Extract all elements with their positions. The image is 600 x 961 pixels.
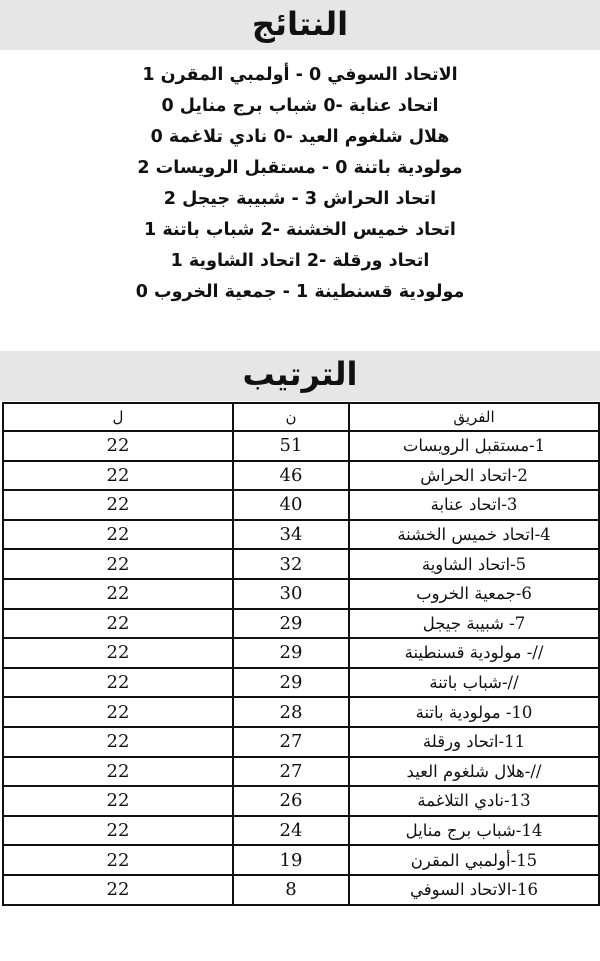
cell-played: 22 [3,431,233,461]
cell-points: 27 [233,727,349,757]
cell-played: 22 [3,549,233,579]
cell-team: 14-شباب برج منايل [349,816,599,846]
cell-points: 46 [233,461,349,491]
cell-played: 22 [3,638,233,668]
match-result: مولودية باتنة 0 - مستقبل الرويسات 2 [137,158,463,178]
table-row [3,786,599,816]
table-row [3,609,599,639]
cell-team: 1-مستقبل الرويسات [349,431,599,461]
cell-played: 22 [3,727,233,757]
cell-points: 34 [233,520,349,550]
match-result: اتحاد خميس الخشنة -2 شباب باتنة 1 [144,220,456,240]
table-row [3,757,599,787]
table-row [3,668,599,698]
cell-points: 28 [233,697,349,727]
cell-played: 22 [3,757,233,787]
cell-team: 13-نادي التلاغمة [349,786,599,816]
cell-team: 2-اتحاد الحراش [349,461,599,491]
cell-played: 22 [3,668,233,698]
table-row [3,461,599,491]
cell-points: 29 [233,609,349,639]
header-points: ن [233,403,349,431]
header-team: الفريق [349,403,599,431]
cell-points: 26 [233,786,349,816]
cell-points: 27 [233,757,349,787]
table-header-row [3,403,599,431]
table-row [3,431,599,461]
cell-played: 22 [3,579,233,609]
cell-team: 15-أولمبي المقرن [349,845,599,875]
match-result: اتحاد عنابة -0 شباب برج منايل 0 [161,96,439,116]
cell-points: 29 [233,638,349,668]
cell-played: 22 [3,875,233,905]
results-title: النتائج [0,0,600,50]
cell-team: 16-الاتحاد السوفي [349,875,599,905]
match-result: هلال شلغوم العيد -0 نادي تلاغمة 0 [150,127,450,147]
results-list [0,60,600,308]
table-row [3,727,599,757]
cell-played: 22 [3,697,233,727]
cell-points: 30 [233,579,349,609]
cell-team: //-شباب باتنة [349,668,599,698]
cell-points: 8 [233,875,349,905]
table-row [3,490,599,520]
cell-played: 22 [3,786,233,816]
cell-team: 10- مولودية باتنة [349,697,599,727]
cell-played: 22 [3,609,233,639]
cell-points: 19 [233,845,349,875]
cell-points: 51 [233,431,349,461]
table-row [3,549,599,579]
table-row [3,697,599,727]
table-row [3,875,599,905]
cell-points: 29 [233,668,349,698]
cell-points: 40 [233,490,349,520]
cell-team: 4-اتحاد خميس الخشنة [349,520,599,550]
cell-points: 24 [233,816,349,846]
cell-team: 6-جمعية الخروب [349,579,599,609]
cell-team: //- مولودية قسنطينة [349,638,599,668]
standings-table [2,402,600,906]
match-result: اتحاد ورقلة -2 اتحاد الشاوية 1 [170,251,430,271]
cell-played: 22 [3,520,233,550]
cell-played: 22 [3,845,233,875]
cell-team: //-هلال شلغوم العيد [349,757,599,787]
cell-played: 22 [3,816,233,846]
match-result: الاتحاد السوفي 0 - أولمبي المقرن 1 [142,65,458,85]
cell-team: 3-اتحاد عنابة [349,490,599,520]
cell-points: 32 [233,549,349,579]
match-result: مولودية قسنطينة 1 - جمعية الخروب 0 [135,282,465,302]
table-row [3,845,599,875]
cell-played: 22 [3,490,233,520]
cell-played: 22 [3,461,233,491]
match-result: اتحاد الحراش 3 - شبيبة جيجل 2 [163,189,437,209]
table-row [3,638,599,668]
cell-team: 7- شبيبة جيجل [349,609,599,639]
header-played: ل [3,403,233,431]
table-row [3,816,599,846]
cell-team: 11-اتحاد ورقلة [349,727,599,757]
cell-team: 5-اتحاد الشاوية [349,549,599,579]
table-row [3,520,599,550]
table-row [3,579,599,609]
standings-title: الترتيب [0,351,600,401]
